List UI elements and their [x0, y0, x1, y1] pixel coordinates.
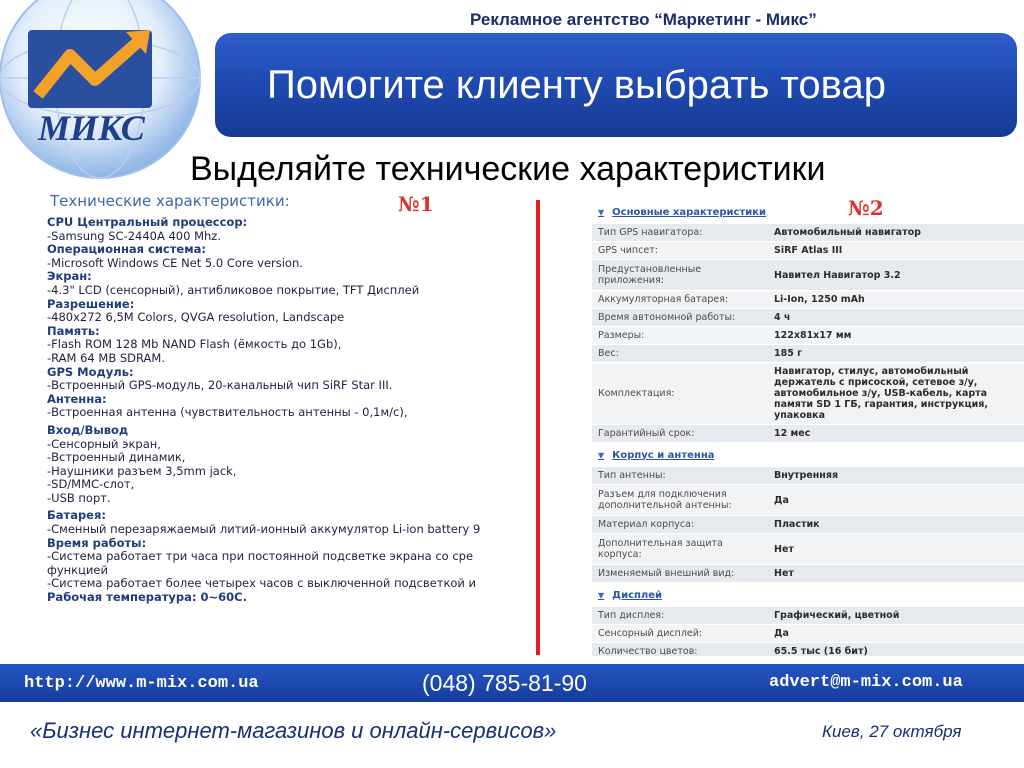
spec-section-title: CPU Центральный процессор: [47, 215, 248, 229]
spec-section-line: -Samsung SC-2440A 400 Mhz. [47, 228, 221, 243]
spec-group-title: Корпус и антенна [612, 449, 715, 461]
spec-section-line: -480x272 6,5M Colors, QVGA resolution, Landscape [47, 310, 345, 325]
slide-title: Помогите клиенту выбрать товар [267, 62, 886, 107]
spec-value: Нет [774, 543, 794, 555]
spec-value: 12 мес [774, 428, 811, 439]
email-link[interactable]: advert@m-mix.com.ua [769, 673, 963, 692]
spec-section-title: Рабочая температура: 0~60С. [47, 590, 247, 605]
spec-section-title: Экран: [47, 269, 92, 284]
spec-group-title: Основные характеристики [612, 206, 767, 218]
spec-key: GPS чипсет: [598, 245, 658, 256]
spec-table-row [592, 345, 1024, 363]
spec-section-line: -Наушники разъем 3,5mm jack, [47, 463, 237, 478]
spec-key: Аккумуляторная батарея: [598, 294, 729, 305]
spec-group-header[interactable] [592, 583, 1024, 607]
spec-value: 65.5 тыс (16 бит) [774, 646, 868, 656]
spec-value: 4 ч [774, 312, 791, 323]
spec-section-title: Вход/Вывод [47, 422, 129, 437]
collapse-triangle-icon: ▼ [598, 450, 605, 460]
spec-value: SiRF Atlas III [774, 245, 843, 256]
spec-key: Гарантийный срок: [598, 428, 695, 439]
spec-table-row [592, 309, 1024, 327]
logo [0, 0, 205, 180]
spec-value: Нет [774, 568, 794, 579]
spec-table-row [592, 534, 1024, 565]
spec-table-row [592, 327, 1024, 345]
spec-section-title: Батарея: [47, 508, 106, 523]
website-link[interactable]: http://www.m-mix.com.ua [24, 674, 259, 693]
spec-table-row [592, 607, 1024, 625]
spec-key: Сенсорный дисплей: [598, 628, 703, 639]
spec-table-row [592, 425, 1024, 443]
spec-section-line: функцией [47, 562, 108, 577]
spec-value: Графический, цветной [774, 610, 900, 621]
spec-section-title: Операционная система: [47, 242, 206, 257]
spec-value: Навител Навигатор 3.2 [774, 269, 901, 281]
spec-section-title: Разрешение: [47, 296, 135, 311]
spec-section-line: -Встроенный динамик, [47, 450, 186, 465]
spec-section-line: -Встроенный GPS-модуль, 20-канальный чип SiRF Star III. [47, 378, 393, 393]
spec-table-row [592, 643, 1024, 656]
spec-key: Время автономной работы: [598, 312, 736, 323]
red-divider [536, 200, 540, 655]
spec-key: Дополнительная защита корпуса: [598, 538, 723, 560]
spec-heading: Технические характеристики: [50, 192, 290, 210]
label-no1: №1 [398, 192, 434, 216]
spec-section-title: Время работы: [47, 535, 147, 550]
spec-value: 185 г [774, 348, 803, 359]
spec-table-row [592, 485, 1024, 516]
spec-section-line: -Система работает более четырех часов с выключенной подсветкой и [47, 576, 477, 591]
spec-section-line: -Встроенная антенна (чувствительность антенны - 0,1м/с), [47, 405, 408, 420]
spec-section-line: -Система работает три часа при постоянной подсветке экрана со сре [47, 549, 474, 564]
spec-key: Вес: [598, 348, 619, 359]
title-bar [215, 33, 1017, 137]
spec-section-line: -Сенсорный экран, [47, 436, 161, 451]
spec-table-row [592, 242, 1024, 260]
spec-section-title: Антенна: [47, 391, 107, 406]
spec-section-line: -4.3" LCD (сенсорный), антибликовое покрытие, TFT Дисплей [47, 282, 420, 297]
spec-table-row [592, 291, 1024, 309]
footer-bar [0, 664, 1024, 702]
spec-value: Навигатор, стилус, автомобильный держатель с присоской, сетевое з/у, автомобильное з/у, USB-кабель, карта памяти SD 1 ГБ, гарантия, инструкция, упаковка [774, 366, 989, 421]
spec-section-line: -Microsoft Windows CE Net 5.0 Core version. [47, 255, 303, 270]
spec-group-header[interactable] [592, 200, 1024, 224]
spec-table-row [592, 516, 1024, 534]
spec-list-left [42, 192, 530, 658]
spec-section-line: -Flash ROM 128 Mb NAND Flash (ёмкость до 1Gb), [47, 337, 342, 352]
svg-text:МИКС: МИКС [38, 108, 145, 148]
spec-group-header[interactable] [592, 443, 1024, 467]
spec-section-line: -RAM 64 MB SDRAM. [47, 350, 165, 365]
spec-table-row [592, 260, 1024, 291]
spec-value: Li-Ion, 1250 mAh [774, 294, 865, 305]
globe-logo-icon [0, 0, 205, 180]
spec-section-line: -Сменный перезаряжаемый литий-ионный аккумулятор Li-ion battery 9 [47, 522, 481, 537]
spec-key: Тип антенны: [598, 470, 666, 481]
spec-section-line: -SD/MMC-слот, [47, 477, 135, 492]
spec-table-row [592, 467, 1024, 485]
collapse-triangle-icon: ▼ [598, 590, 605, 600]
spec-value: Да [774, 494, 789, 506]
spec-key: Количество цветов: [598, 646, 698, 656]
collapse-triangle-icon: ▼ [598, 207, 605, 217]
label-no2: №2 [848, 196, 884, 220]
spec-key: Тип дисплея: [598, 610, 665, 621]
spec-section-line: -USB порт. [47, 490, 111, 505]
spec-value: Автомобильный навигатор [774, 227, 921, 238]
spec-value: Пластик [774, 519, 820, 530]
spec-group-title: Дисплей [612, 589, 663, 601]
spec-table-right [592, 200, 1024, 656]
spec-key: Размеры: [598, 330, 645, 341]
slide-subtitle: Выделяйте технические характеристики [190, 150, 826, 188]
spec-value: 122x81x17 мм [774, 330, 852, 341]
event-title: «Бизнес интернет-магазинов и онлайн-сервисов» [30, 718, 557, 743]
spec-section-title: GPS Модуль: [47, 364, 134, 379]
spec-value: Внутренняя [774, 470, 839, 481]
spec-key: Тип GPS навигатора: [598, 227, 703, 238]
spec-key: Разъем для подключения дополнительной антенны: [598, 489, 732, 511]
spec-value: Да [774, 628, 789, 639]
spec-table-row [592, 224, 1024, 242]
spec-table-row [592, 363, 1024, 425]
spec-key: Комплектация: [598, 388, 675, 399]
spec-table-row [592, 625, 1024, 643]
spec-section-title: Память: [47, 323, 100, 338]
spec-key: Изменяемый внешний вид: [598, 568, 735, 579]
spec-key: Материал корпуса: [598, 519, 695, 530]
spec-table-row [592, 565, 1024, 583]
event-place-date: Киев, 27 октября [822, 722, 962, 741]
phone-number: (048) 785-81-90 [422, 670, 587, 696]
spec-key: Предустановленные приложения: [598, 264, 702, 286]
agency-name: Рекламное агентство “Маркетинг - Микс” [470, 10, 817, 29]
